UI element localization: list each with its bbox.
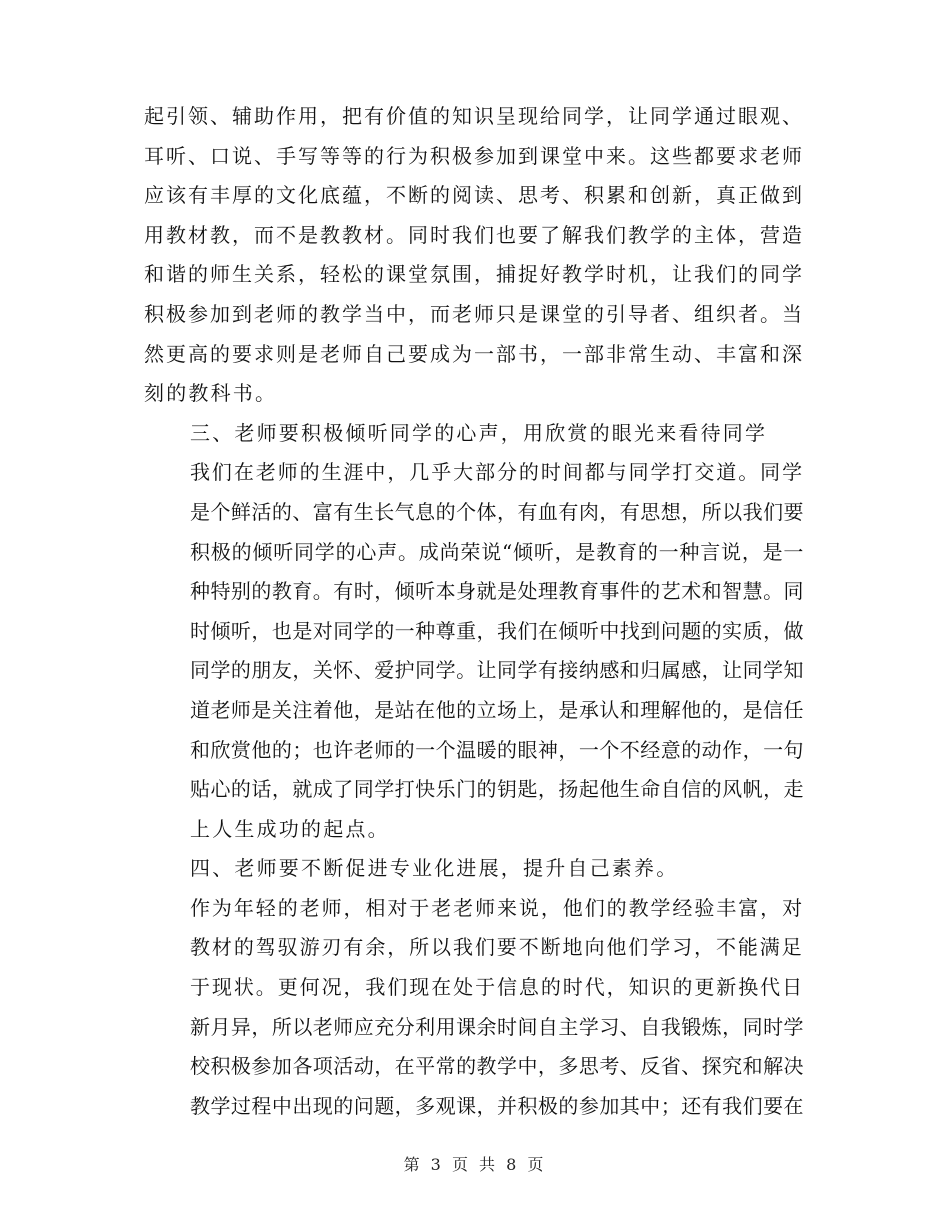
paragraph — [144, 889, 804, 968]
paragraph — [144, 849, 804, 889]
text-line: 教材的驾驭游刃有余，所以我们要不断地向他们学习，不能满足 — [190, 935, 804, 960]
text-line: 同学的朋友，关怀、爱护同学。让同学有接纳感和归属感，让同学知 — [190, 658, 804, 683]
paragraph — [144, 453, 804, 849]
text-line: 道老师是关注着他，是站在他的立场上，是承认和理解他的，是信任 — [190, 697, 804, 722]
text-line: 教学过程中出现的问题，多观课，并积极的参加其中；还有我们要在 — [190, 1093, 804, 1118]
text-line: 和欣赏他的；也许老师的一个温暖的眼神，一个不经意的动作，一句 — [190, 737, 804, 762]
page-number-footer: 第 3 页 共 8 页 — [403, 1155, 547, 1174]
text-line: 积极参加到老师的教学当中，而老师只是课堂的引导者、组织者。当 — [144, 301, 804, 326]
paragraph — [144, 968, 804, 1126]
text-line: 我们在老师的生涯中，几乎大部分的时间都与同学打交道。同学 — [190, 460, 804, 485]
text-line: 刻的教科书。 — [144, 381, 278, 406]
text-line: 是个鲜活的、富有生长气息的个体，有血有肉，有思想，所以我们要 — [190, 499, 804, 524]
text-line: 耳听、口说、手写等等的行为积极参加到课堂中来。这些都要求老师 — [144, 143, 804, 168]
text-line: 校积极参加各项活动，在平常的教学中，多思考、反省、探究和解决 — [190, 1054, 804, 1079]
text-line: 新月异，所以老师应充分利用课余时间自主学习、自我锻炼，同时学 — [190, 1014, 804, 1039]
document-body — [144, 97, 804, 1126]
text-line: 和谐的师生关系，轻松的课堂氛围，捕捉好教学时机，让我们的同学 — [144, 262, 804, 287]
text-line: 时倾听，也是对同学的一种尊重，我们在倾听中找到问题的实质，做 — [190, 618, 804, 643]
text-line: 于现状。更何况，我们现在处于信息的时代，知识的更新换代日 — [190, 975, 804, 1000]
text-line: 应该有丰厚的文化底蕴，不断的阅读、思考、积累和创新，真正做到 — [144, 183, 804, 208]
text-line: 然更高的要求则是老师自己要成为一部书，一部非常生动、丰富和深 — [144, 341, 804, 366]
text-line: 积极的倾听同学的心声。成尚荣说“倾听，是教育的一种言说，是一 — [190, 539, 805, 564]
text-line: 上人生成功的起点。 — [190, 816, 390, 841]
text-line: 三、老师要积极倾听同学的心声，用欣赏的眼光来看待同学 — [190, 420, 768, 445]
paragraph — [144, 414, 804, 454]
text-line: 用教材教，而不是教教材。同时我们也要了解我们教学的主体，营造 — [144, 222, 804, 247]
text-line: 起引领、辅助作用，把有价值的知识呈现给同学，让同学通过眼观、 — [144, 104, 804, 128]
text-line: 贴心的话，就成了同学打快乐门的钥匙，扬起他生命自信的风帆，走 — [190, 777, 804, 802]
paragraph — [144, 97, 804, 414]
text-line: 作为年轻的老师，相对于老老师来说，他们的教学经验丰富，对 — [190, 895, 804, 920]
text-line: 种特别的教育。有时，倾听本身就是处理教育事件的艺术和智慧。同 — [190, 579, 804, 604]
text-line: 四、老师要不断促进专业化进展，提升自己素养。 — [190, 856, 679, 881]
